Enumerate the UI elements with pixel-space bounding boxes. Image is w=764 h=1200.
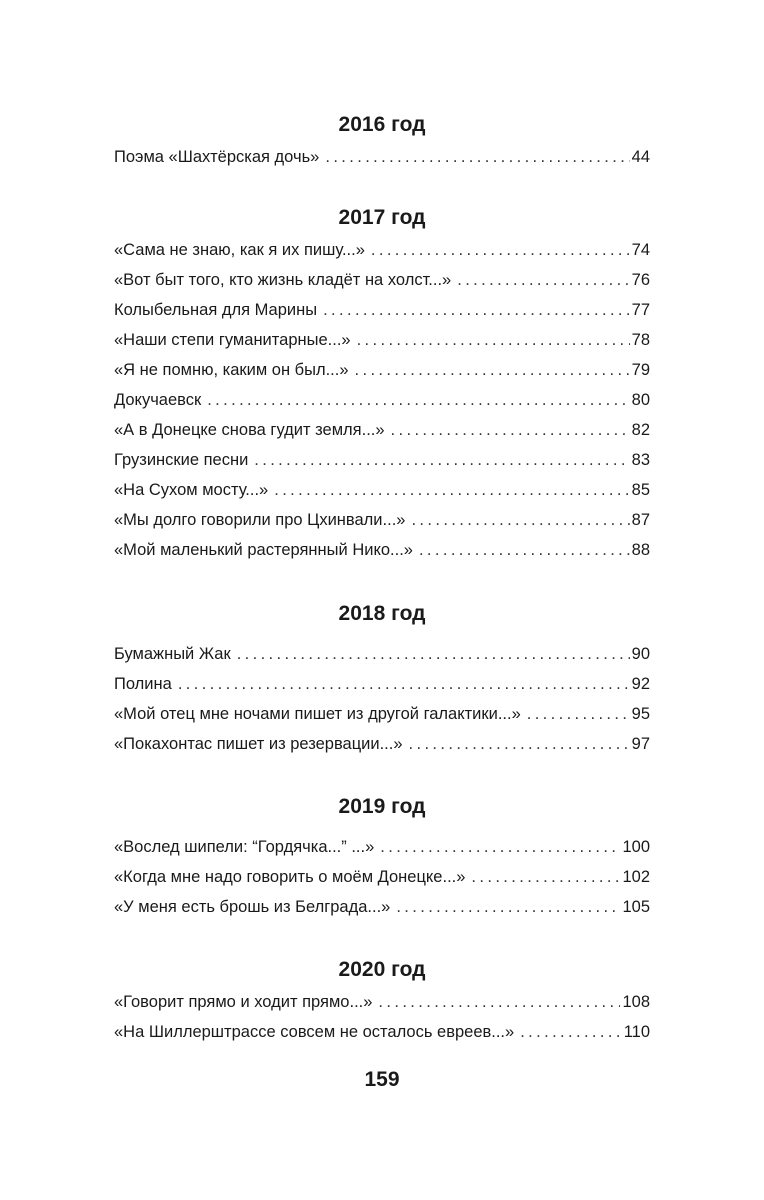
entry-title: «Я не помню, каким он был...» — [114, 361, 349, 379]
toc-entry — [114, 832, 650, 862]
toc-entry — [114, 862, 650, 892]
section-2016 — [114, 110, 650, 172]
entry-title: «Говорит прямо и ходит прямо...» — [114, 993, 373, 1011]
toc-entry — [114, 475, 650, 505]
year-heading: 2016 год — [338, 113, 426, 136]
entry-title: «Вослед шипели: “Гордячка...” ...» — [114, 838, 375, 856]
entry-page: 44 — [631, 148, 650, 166]
entry-page: 76 — [631, 271, 650, 289]
entry-title: «А в Донецке снова гудит земля...» — [114, 421, 385, 439]
entry-title: «На Шиллерштрассе совсем не осталось евреев...» — [114, 1023, 515, 1041]
entry-page: 80 — [631, 391, 650, 409]
entry-title: Грузинские песни — [114, 451, 249, 469]
entry-title: Бумажный Жак — [114, 645, 231, 663]
toc-entry — [114, 892, 650, 922]
entry-page: 83 — [631, 451, 650, 469]
section-2020 — [114, 955, 650, 1047]
entry-title: Полина — [114, 675, 172, 693]
dot-leader — [419, 535, 630, 565]
toc-entry — [114, 235, 650, 265]
entry-title: «Наши степи гуманитарные...» — [114, 331, 351, 349]
toc-entry — [114, 987, 650, 1017]
toc-entry — [114, 265, 650, 295]
dot-leader — [396, 892, 620, 922]
dot-leader — [527, 699, 630, 729]
dot-leader — [471, 862, 620, 892]
entry-title: Поэма «Шахтёрская дочь» — [114, 148, 320, 166]
dot-leader — [357, 325, 630, 355]
toc-entry — [114, 505, 650, 535]
dot-leader — [237, 639, 630, 669]
toc-entry — [114, 729, 650, 759]
dot-leader — [325, 142, 629, 172]
year-heading: 2020 год — [338, 958, 426, 981]
toc-entry — [114, 295, 650, 325]
entry-title: «Мой отец мне ночами пишет из другой галактики...» — [114, 705, 521, 723]
year-heading: 2018 год — [338, 602, 426, 625]
dot-leader — [355, 355, 630, 385]
entry-title: «Вот быт того, кто жизнь кладёт на холст...» — [114, 271, 452, 289]
toc-entry — [114, 699, 650, 729]
entry-page: 88 — [631, 541, 650, 559]
toc-entry — [114, 415, 650, 445]
entry-page: 77 — [631, 301, 650, 319]
entry-title: «Когда мне надо говорить о моём Донецке...» — [114, 868, 466, 886]
entry-page: 90 — [631, 645, 650, 663]
dot-leader — [178, 669, 630, 699]
dot-leader — [409, 729, 630, 759]
dot-leader — [323, 295, 630, 325]
dot-leader — [371, 235, 630, 265]
entry-page: 108 — [622, 993, 650, 1011]
entry-title: «Мой маленький растерянный Нико...» — [114, 541, 413, 559]
entry-title: «Мы долго говорили про Цхинвали...» — [114, 511, 406, 529]
entry-title: «Сама не знаю, как я их пишу...» — [114, 241, 365, 259]
page-number: 159 — [364, 1068, 400, 1091]
dot-leader — [457, 265, 629, 295]
dot-leader — [411, 505, 629, 535]
entry-page: 74 — [631, 241, 650, 259]
dot-leader — [378, 987, 620, 1017]
dot-leader — [254, 445, 629, 475]
entry-page: 87 — [631, 511, 650, 529]
section-2017 — [114, 203, 650, 565]
entry-title: «Покахонтас пишет из резервации...» — [114, 735, 403, 753]
entry-page: 92 — [631, 675, 650, 693]
toc-entry — [114, 355, 650, 385]
entry-title: «У меня есть брошь из Белграда...» — [114, 898, 391, 916]
section-2018 — [114, 599, 650, 759]
table-of-contents — [114, 110, 650, 1047]
dot-leader — [207, 385, 629, 415]
dot-leader — [380, 832, 620, 862]
entry-page: 110 — [623, 1023, 650, 1041]
entry-title: «На Сухом мосту...» — [114, 481, 269, 499]
entry-page: 85 — [631, 481, 650, 499]
toc-entry — [114, 639, 650, 669]
toc-entry — [114, 535, 650, 565]
entry-page: 102 — [622, 868, 650, 886]
section-2019 — [114, 792, 650, 922]
entry-page: 78 — [631, 331, 650, 349]
dot-leader — [520, 1017, 621, 1047]
toc-entry — [114, 385, 650, 415]
entry-title: Докучаевск — [114, 391, 202, 409]
entry-page: 105 — [622, 898, 650, 916]
dot-leader — [391, 415, 630, 445]
entry-page: 79 — [631, 361, 650, 379]
entry-page: 97 — [631, 735, 650, 753]
dot-leader — [274, 475, 629, 505]
toc-entry — [114, 669, 650, 699]
entry-page: 82 — [631, 421, 650, 439]
year-heading: 2017 год — [338, 206, 426, 229]
toc-entry — [114, 325, 650, 355]
entry-title: Колыбельная для Марины — [114, 301, 318, 319]
toc-entry — [114, 1017, 650, 1047]
entry-page: 100 — [622, 838, 650, 856]
toc-entry — [114, 142, 650, 172]
year-heading: 2019 год — [338, 795, 426, 818]
toc-entry — [114, 445, 650, 475]
entry-page: 95 — [631, 705, 650, 723]
